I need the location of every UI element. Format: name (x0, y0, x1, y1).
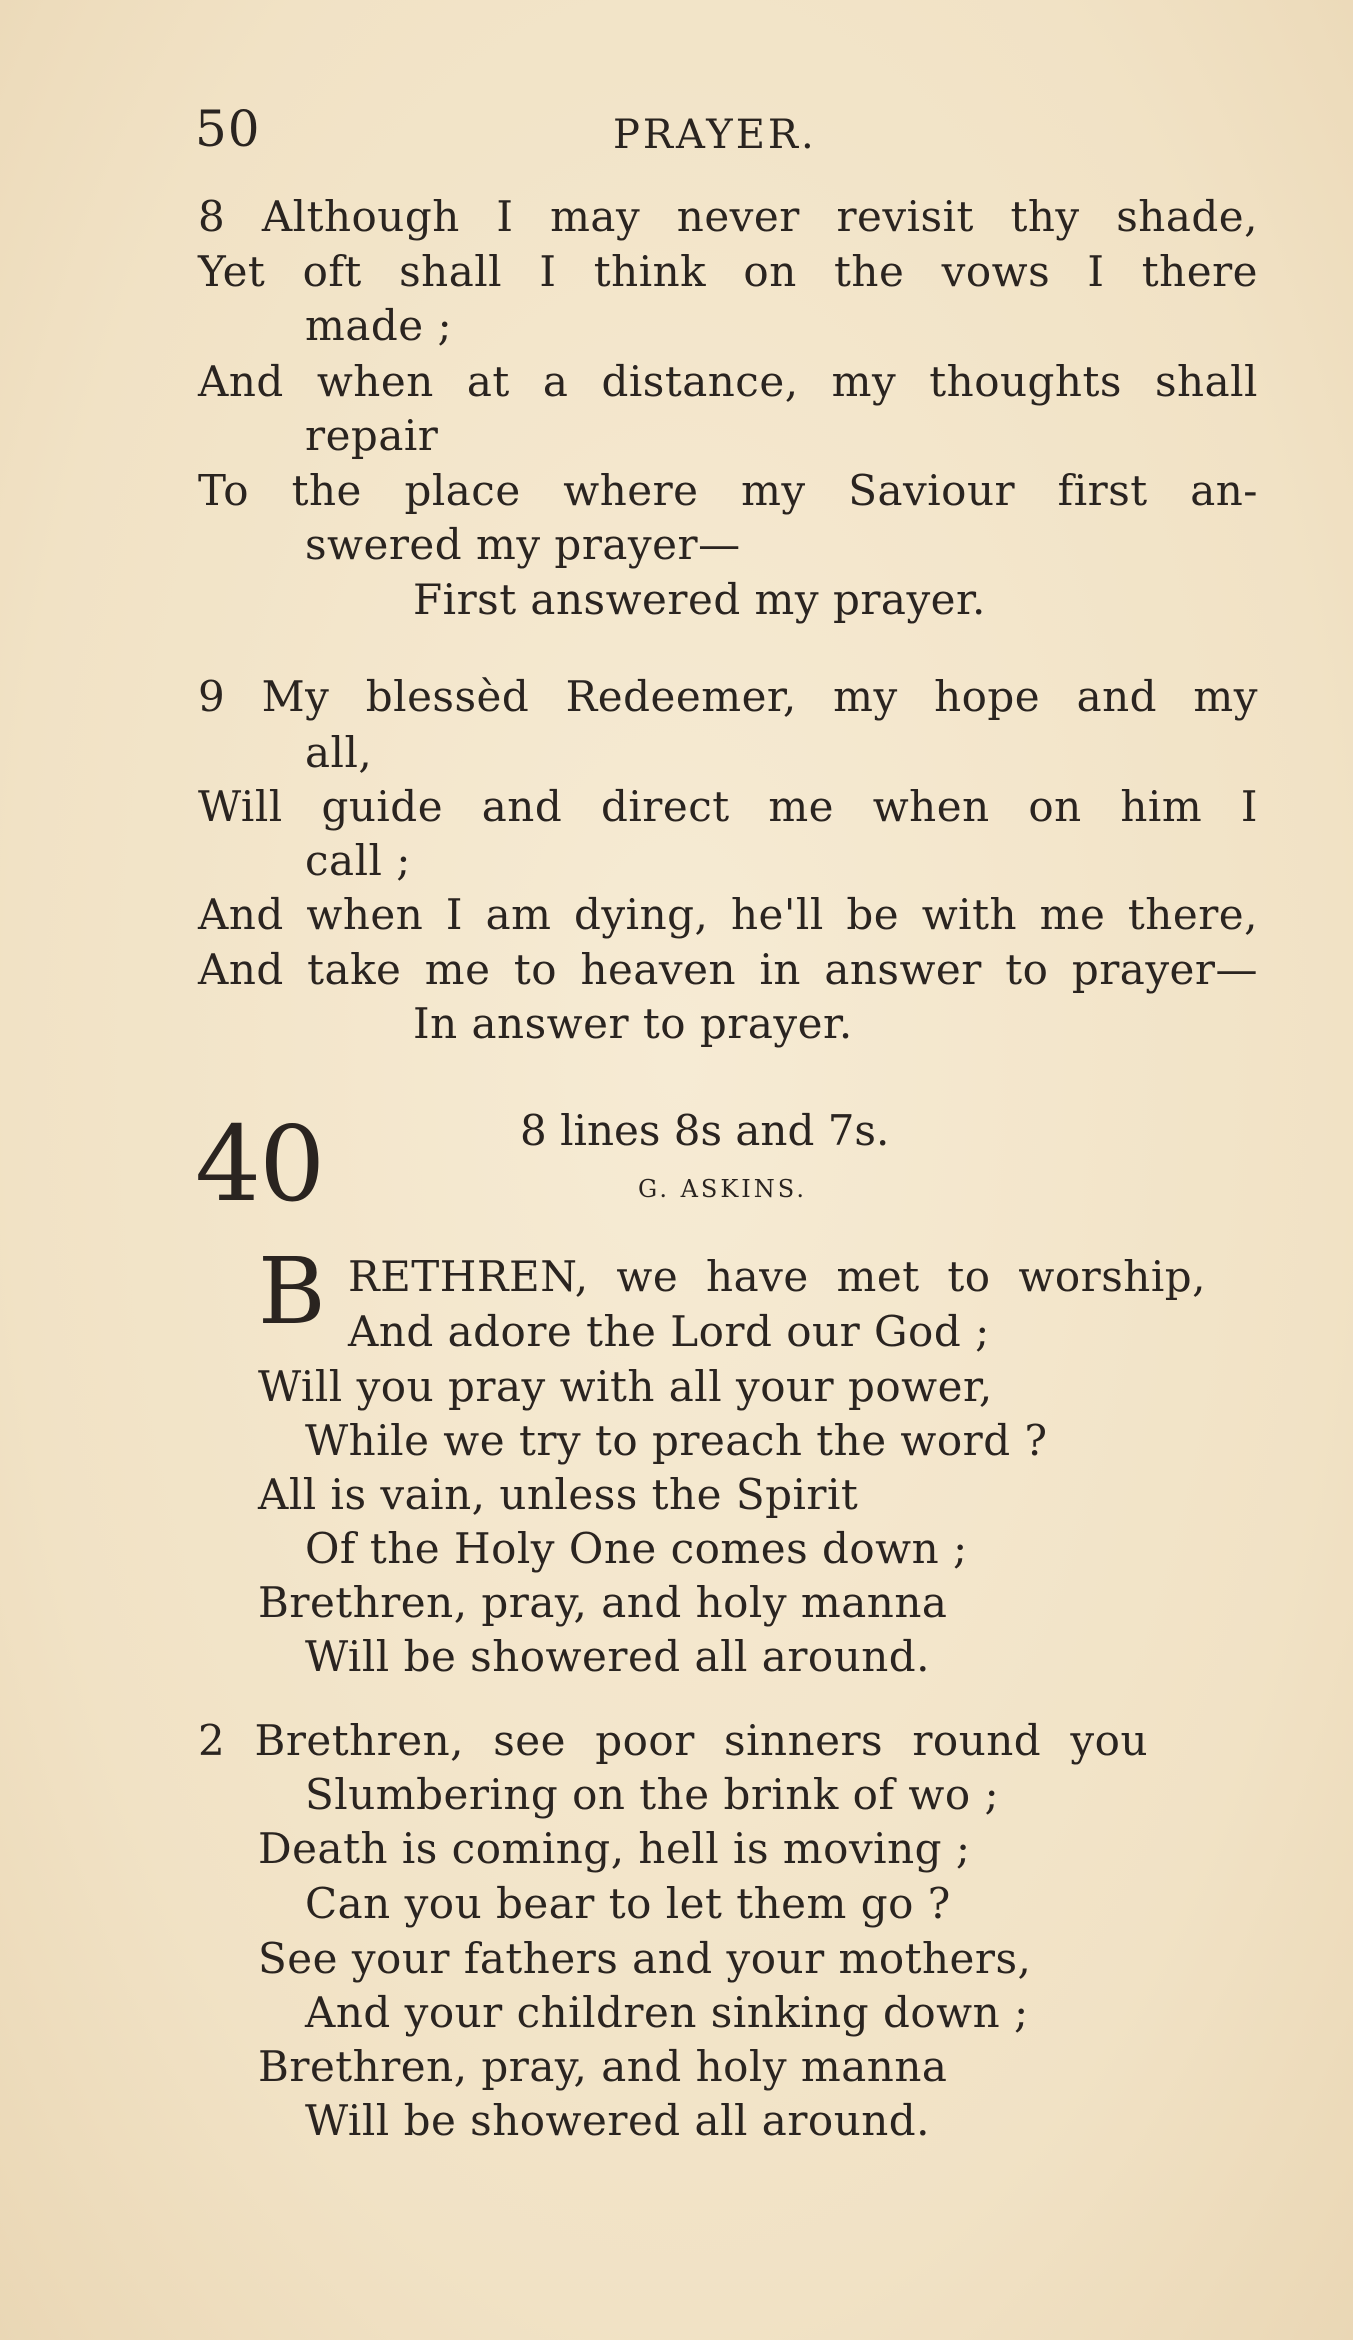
verse-line: Brethren, pray, and holy manna (258, 2042, 948, 2091)
verse-line: Yet oft shall I think on the vows I there (198, 247, 1258, 296)
verse-line: Will be showered all around. (305, 1632, 931, 1681)
page-number: 50 (195, 100, 261, 158)
page-header (195, 100, 1275, 160)
verse-line: 9 My blessèd Redeemer, my hope and my (198, 672, 1258, 721)
verse-line: And when I am dying, he'll be with me there, (198, 890, 1258, 939)
verse-line: In answer to prayer. (413, 999, 853, 1048)
hymn-author: G. ASKINS. (638, 1175, 807, 1203)
verse-line: Brethren, pray, and holy manna (258, 1578, 948, 1627)
verse-line: And your children sinking down ; (305, 1988, 1029, 2037)
verse-line: Will guide and direct me when on him I (198, 782, 1258, 831)
verse-line: While we try to preach the word ? (305, 1416, 1048, 1465)
verse-line: Will be showered all around. (305, 2096, 931, 2145)
verse-line: All is vain, unless the Spirit (258, 1470, 859, 1519)
verse-line: To the place where my Saviour first an- (198, 466, 1258, 515)
hymn-number: 40 (195, 1103, 324, 1225)
verse-line: And adore the Lord our God ; (348, 1307, 990, 1356)
hymn-meter: 8 lines 8s and 7s. (520, 1106, 890, 1155)
running-head: PRAYER. (613, 112, 817, 158)
verse-line: call ; (305, 836, 411, 885)
verse-line: See your fathers and your mothers, (258, 1934, 1032, 1983)
verse-line: swered my prayer— (305, 520, 741, 569)
verse-line: Will you pray with all your power, (258, 1362, 993, 1411)
verse-line: all, (305, 728, 373, 777)
verse-line: Death is coming, hell is moving ; (258, 1824, 971, 1873)
verse-line: 8 Although I may never revisit thy shade, (198, 192, 1258, 241)
verse-line: Of the Holy One comes down ; (305, 1524, 968, 1573)
verse-line: made ; (305, 301, 453, 350)
verse-line: And take me to heaven in answer to prayer— (198, 945, 1258, 994)
verse-line: RETHREN, we have met to worship, (348, 1252, 1206, 1301)
verse-line: Can you bear to let them go ? (305, 1879, 951, 1928)
drop-cap: B (258, 1238, 326, 1345)
verse-line: repair (305, 411, 439, 460)
verse-line: And when at a distance, my thoughts shall (198, 357, 1258, 406)
verse-line: Slumbering on the brink of wo ; (305, 1770, 1000, 1819)
verse-line: First answered my prayer. (413, 575, 986, 624)
verse-line: 2 Brethren, see poor sinners round you (198, 1716, 1148, 1765)
